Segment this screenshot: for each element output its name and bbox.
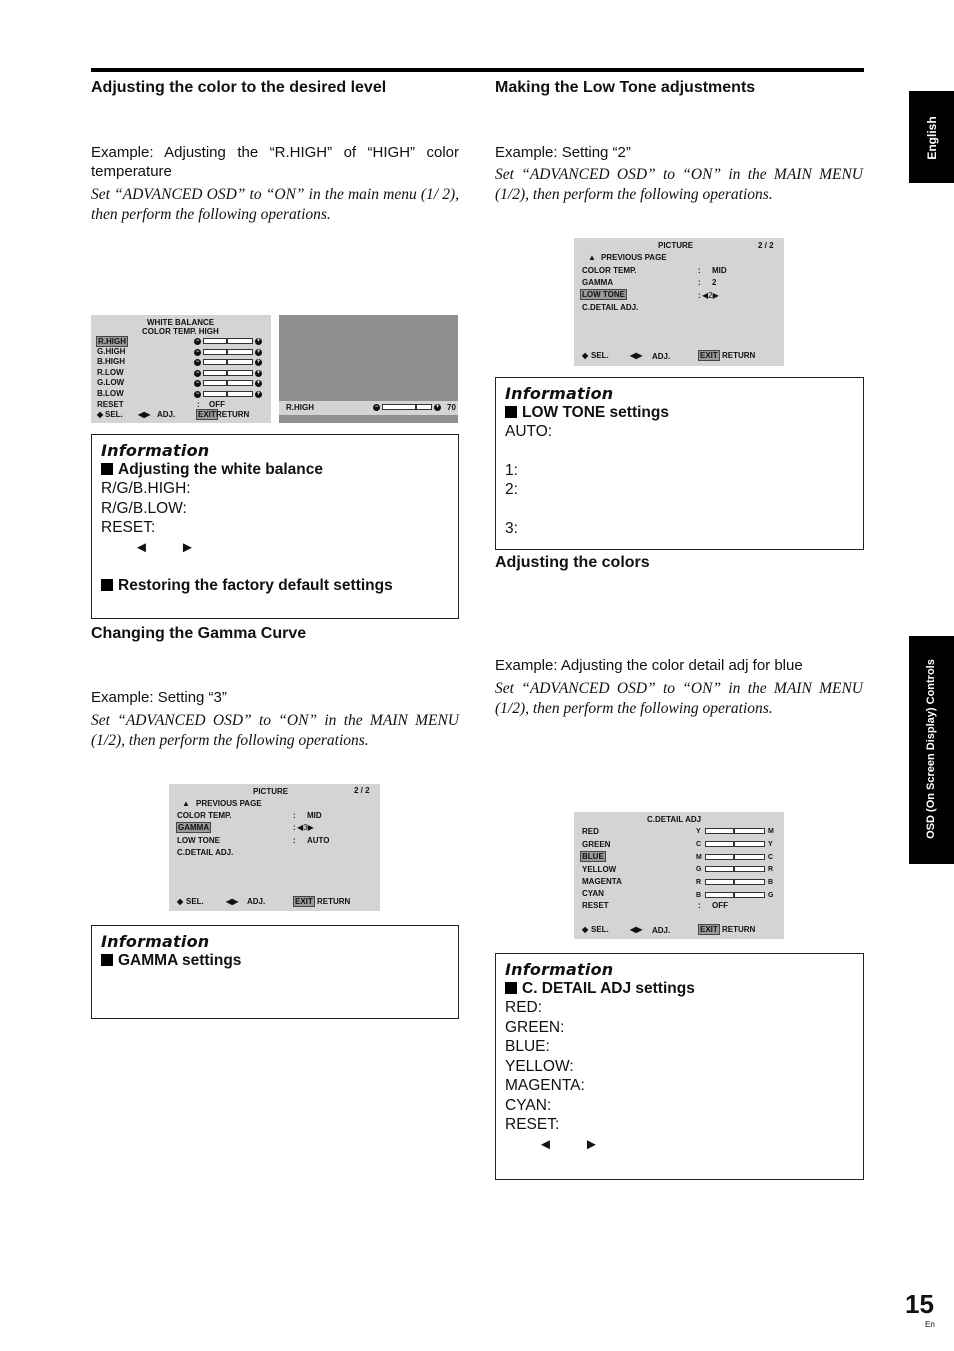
- osd-slider-left-label: G: [696, 866, 702, 873]
- info-line: MAGENTA:: [505, 1077, 585, 1094]
- osd-slider: [203, 359, 253, 365]
- info-line: R/G/B.LOW:: [101, 499, 187, 517]
- minus-icon: −: [195, 338, 200, 344]
- leftright-icon: ◀▶: [138, 410, 151, 419]
- osd-row-label: G.HIGH: [97, 347, 126, 356]
- example-low-tone: Example: Setting “2”: [495, 144, 631, 161]
- osd-footer-adj: ADJ.: [157, 410, 176, 419]
- right-arrow-icon: ►: [584, 1135, 599, 1153]
- left-arrow-icon: ◄: [538, 1135, 553, 1153]
- square-bullet-icon: [101, 463, 113, 475]
- osd-page: 2 / 2: [354, 786, 370, 795]
- osd-slider: [705, 892, 765, 898]
- osd-title: C.DETAIL ADJ: [647, 815, 702, 824]
- osd-footer-return: RETURN: [216, 410, 250, 419]
- info-subheading: LOW TONE settings: [505, 404, 854, 422]
- side-tab-english: [909, 91, 954, 183]
- osd-footer-sel: SEL.: [105, 410, 123, 419]
- osd-slider-right-label: Y: [768, 841, 773, 848]
- updown-icon: ◆: [177, 897, 184, 906]
- info-title: Information: [505, 384, 614, 403]
- plus-icon: +: [256, 380, 261, 386]
- osd-footer-return: RETURN: [317, 897, 351, 906]
- osd-slider: [203, 349, 253, 355]
- osd-row-label: GAMMA: [582, 278, 614, 287]
- right-arrow-icon: ▶: [307, 823, 314, 832]
- osd-slider: [203, 380, 253, 386]
- osd-row-label: YELLOW: [582, 865, 617, 874]
- plus-icon: +: [256, 370, 261, 376]
- page-number: 15: [905, 1289, 934, 1319]
- osd-slider: [705, 879, 765, 885]
- osd-reset-value: OFF: [712, 901, 728, 910]
- leftright-icon: ◀▶: [226, 897, 239, 906]
- osd-slider-right-label: B: [768, 879, 774, 886]
- osd-row-label: MAGENTA: [582, 877, 622, 886]
- osd-slider-left-label: B: [696, 892, 702, 899]
- info-subheading: GAMMA settings: [101, 952, 449, 970]
- osd-footer-exit: EXIT: [700, 925, 718, 934]
- osd-cdetail: [574, 812, 784, 939]
- example-colors: Example: Adjusting the color detail adj for blue: [495, 657, 803, 674]
- osd-slider: [203, 370, 253, 376]
- heading-low-tone: Making the Low Tone adjustments: [495, 79, 756, 96]
- osd-slider-left-label: Y: [696, 828, 701, 835]
- leftright-icon: ◀▶: [630, 925, 643, 934]
- osd-row-label: BLUE: [582, 852, 604, 861]
- updown-icon: ◆: [582, 925, 589, 934]
- info-arrows: [101, 538, 449, 557]
- osd-row-value: 2: [712, 278, 717, 287]
- info-line: RESET:: [505, 1116, 560, 1133]
- osd-reset-label: RESET: [582, 901, 609, 910]
- left-arrow-icon: ◄: [134, 538, 149, 556]
- osd-stepper: ◀3▶: [297, 823, 314, 832]
- osd-row-label: R.LOW: [97, 368, 124, 377]
- osd-colon: :: [197, 400, 200, 409]
- info-line: GREEN:: [505, 1018, 565, 1036]
- osd-slider: [203, 338, 253, 344]
- osd-colon: :: [698, 901, 701, 910]
- leftright-icon: ◀▶: [630, 351, 643, 360]
- minus-icon: −: [195, 359, 200, 365]
- osd-row-value: MID: [307, 811, 322, 820]
- square-bullet-icon: [505, 982, 517, 994]
- info-line: 1:: [505, 461, 518, 479]
- osd-row-label: B.LOW: [97, 389, 124, 398]
- info-arrows: [505, 1135, 854, 1154]
- osd-preview-label: R.HIGH: [286, 403, 314, 412]
- osd-row-label: C.DETAIL ADJ.: [582, 303, 639, 312]
- info-subheading: C. DETAIL ADJ settings: [505, 980, 854, 998]
- side-tab-osd: [909, 636, 954, 864]
- osd-row-value: MID: [712, 266, 727, 275]
- heading-adjust-color: Adjusting the color to the desired level: [91, 79, 387, 96]
- osd-row-label: COLOR TEMP.: [582, 266, 637, 275]
- info-gamma: [91, 925, 459, 1019]
- osd-preview-bar: [279, 401, 458, 415]
- osd-footer-sel: SEL.: [591, 351, 609, 360]
- osd-colon: :: [293, 836, 296, 845]
- plus-icon: +: [256, 391, 261, 397]
- plus-icon: +: [435, 404, 440, 410]
- info-subheading: Adjusting the white balance: [101, 461, 449, 479]
- osd-prev-page: PREVIOUS PAGE: [196, 799, 262, 808]
- side-tab-english-label: English: [925, 116, 939, 160]
- osd-row-label: CYAN: [582, 889, 604, 898]
- square-bullet-icon: [101, 954, 113, 966]
- square-bullet-icon: [101, 579, 113, 591]
- heading-adjust-colors: Adjusting the colors: [495, 554, 650, 571]
- info-title: Information: [101, 441, 210, 460]
- osd-row-label: R.HIGH: [98, 337, 126, 346]
- info-line: RESET:: [101, 519, 156, 536]
- osd-footer-adj: ADJ.: [652, 926, 671, 935]
- osd-title: PICTURE: [253, 787, 289, 796]
- osd-colon: :: [293, 811, 296, 820]
- osd-footer-return: RETURN: [722, 351, 756, 360]
- updown-icon: ◆: [97, 410, 104, 419]
- osd-slider: [203, 391, 253, 397]
- info-line: YELLOW:: [505, 1057, 574, 1075]
- osd-footer-adj: ADJ.: [652, 352, 671, 361]
- osd-footer-exit: EXIT: [700, 351, 718, 360]
- right-arrow-icon: ►: [180, 538, 195, 556]
- info-low-tone: [495, 377, 864, 550]
- side-tab-osd-label: OSD (On Screen Display) Controls: [925, 659, 937, 839]
- minus-icon: −: [374, 404, 379, 410]
- osd-row-label: LOW TONE: [177, 836, 220, 845]
- info-title: Information: [505, 960, 614, 979]
- minus-icon: −: [195, 370, 200, 376]
- info-line: BLUE:: [505, 1038, 550, 1055]
- osd-slider-left-label: R: [696, 879, 702, 886]
- instruction-colors: Set “ADVANCED OSD” to “ON” in the MAIN MENU (1/2), then perform the following operations.: [495, 680, 863, 717]
- osd-row-label: GAMMA: [178, 823, 210, 832]
- up-arrow-icon: ▲: [588, 253, 596, 262]
- osd-slider-right-label: C: [768, 854, 774, 861]
- osd-reset-value: OFF: [209, 400, 225, 409]
- osd-footer-return: RETURN: [722, 925, 756, 934]
- info-line: RED:: [505, 999, 543, 1016]
- info-cdetail: [495, 953, 864, 1180]
- up-arrow-icon: ▲: [182, 799, 190, 808]
- osd-slider: [705, 841, 765, 847]
- page-lang: En: [925, 1320, 935, 1329]
- osd-slider: [705, 828, 765, 834]
- info-line: 2:: [505, 481, 518, 498]
- info-title: Information: [101, 932, 210, 951]
- info-subheading: Restoring the factory default settings: [101, 577, 449, 595]
- plus-icon: +: [256, 349, 261, 355]
- left-arrow-icon: ◀: [702, 291, 709, 300]
- osd-footer-sel: SEL.: [591, 925, 609, 934]
- osd-picture-gamma: [169, 784, 380, 911]
- osd-preview: [279, 315, 458, 423]
- osd-slider-right-label: G: [768, 892, 774, 899]
- osd-footer-exit: EXIT: [198, 410, 216, 419]
- info-line: R/G/B.HIGH:: [101, 480, 191, 497]
- plus-icon: +: [256, 338, 261, 344]
- minus-icon: −: [195, 380, 200, 386]
- instruction-white-balance: Set “ADVANCED OSD” to “ON” in the main menu (1/ 2), then perform the following operations.: [91, 186, 459, 223]
- top-rule: [91, 68, 864, 72]
- square-bullet-icon: [505, 406, 517, 418]
- osd-slider: [705, 866, 765, 872]
- osd-title: PICTURE: [658, 241, 694, 250]
- osd-footer-exit: EXIT: [295, 897, 313, 906]
- osd-title: WHITE BALANCE: [147, 318, 215, 327]
- osd-prev-page: PREVIOUS PAGE: [601, 253, 667, 262]
- osd-row-label: RED: [582, 827, 599, 836]
- osd-footer-sel: SEL.: [186, 897, 204, 906]
- plus-icon: +: [256, 359, 261, 365]
- osd-row-label: C.DETAIL ADJ.: [177, 848, 234, 857]
- osd-slider-right-label: M: [768, 828, 774, 835]
- osd-page: 2 / 2: [758, 241, 774, 250]
- info-white-balance: [91, 434, 459, 619]
- info-line: AUTO:: [505, 423, 553, 440]
- osd-white-balance: [91, 315, 271, 423]
- osd-colon: :: [698, 278, 701, 287]
- osd-row-label: COLOR TEMP.: [177, 811, 232, 820]
- instruction-gamma: Set “ADVANCED OSD” to “ON” in the MAIN MENU (1/2), then perform the following operations.: [91, 712, 459, 749]
- osd-slider-left-label: C: [696, 841, 702, 848]
- osd-colon: :: [293, 823, 296, 832]
- minus-icon: −: [195, 349, 200, 355]
- osd-footer-adj: ADJ.: [247, 897, 266, 906]
- heading-gamma: Changing the Gamma Curve: [91, 625, 307, 642]
- osd-picture-low-tone: [574, 238, 784, 366]
- osd-row-label: LOW TONE: [582, 290, 625, 299]
- osd-row-label: GREEN: [582, 840, 611, 849]
- osd-slider-right-label: R: [768, 866, 774, 873]
- example-rhigh: Example: Adjusting the “R.HIGH” of “HIGH” color temperature: [91, 144, 459, 180]
- instruction-low-tone: Set “ADVANCED OSD” to “ON” in the MAIN MENU (1/2), then perform the following operations.: [495, 166, 863, 203]
- osd-stepper: ◀2▶: [702, 291, 719, 300]
- osd-colon: :: [698, 291, 701, 300]
- osd-preview-slider: [382, 404, 432, 410]
- updown-icon: ◆: [582, 351, 589, 360]
- osd-slider: [705, 854, 765, 860]
- osd-colon: :: [698, 266, 701, 275]
- osd-slider-left-label: M: [696, 854, 702, 861]
- osd-reset-label: RESET: [97, 400, 124, 409]
- example-gamma: Example: Setting “3”: [91, 689, 227, 706]
- info-line: CYAN:: [505, 1096, 552, 1114]
- osd-preview-value: 70: [447, 403, 456, 412]
- info-line: 3:: [505, 519, 518, 537]
- osd-row-value: AUTO: [307, 836, 330, 845]
- minus-icon: −: [195, 391, 200, 397]
- left-arrow-icon: ◀: [297, 823, 304, 832]
- right-arrow-icon: ▶: [712, 291, 719, 300]
- osd-row-label: B.HIGH: [97, 357, 125, 366]
- osd-subtitle: COLOR TEMP. HIGH: [142, 327, 219, 336]
- osd-row-label: G.LOW: [97, 378, 125, 387]
